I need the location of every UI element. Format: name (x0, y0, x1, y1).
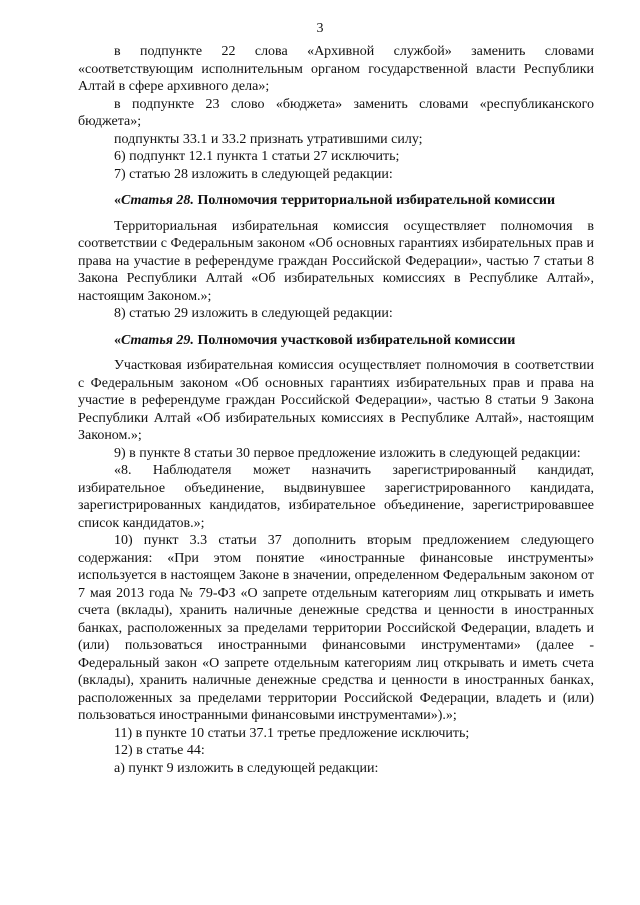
article-28-text: Территориальная избирательная комиссия осуществляет полномочия в соответствии с Федеральным законом «Об основных гарантиях избирательных прав и права на участие в референдуме граждан Российской Федерации», частью 7 статьи 8 Закона Республики Алтай «Об избирательных комиссиях в Республике Алтай», настоящим Законом.»; (78, 218, 594, 304)
paragraph-item-8: 8) статью 29 изложить в следующей редакции: (114, 306, 393, 321)
paragraph-subitem-22: в подпункте 22 слова «Архивной службой» заменить словами «соответствующим исполнительным органом государственной власти Республики Алтай в сфере архивного дела»; (78, 44, 594, 94)
paragraph-item-6: 6) подпункт 12.1 пункта 1 статьи 27 исключить; (114, 149, 400, 164)
paragraph-observer-quote: «8. Наблюдателя может назначить зарегистрированный кандидат, избирательное объединение, выдвинувшее зарегистрированного кандидата, зарегистрированных кандидатов, избирательное объединение, зарегистрировавшее список кандидатов.»; (78, 463, 594, 531)
paragraph-item-7: 7) статью 28 изложить в следующей редакции: (114, 166, 393, 182)
article-29-text: Участковая избирательная комиссия осуществляет полномочия в соответствии с Федеральным законом «Об основных гарантиях избирательных прав и права на участие в референдуме граждан Российской Федерации», частью 8 статьи 9 Закона Республики Алтай «Об избирательных комиссиях в Республике Алтай», настоящим Законом.»; (78, 358, 594, 443)
article-29-title: Полномочия участковой избирательной комиссии (193, 332, 516, 348)
paragraph-item-12a: а) пункт 9 изложить в следующей редакции: (114, 760, 379, 776)
paragraph-subitem-23: в подпункте 23 слово «бюджета» заменить словами «республиканского бюджета»; (78, 96, 594, 129)
article-29-number: Статья 29. (121, 332, 194, 348)
paragraph-item-9: 9) в пункте 8 статьи 30 первое предложение изложить в следующей редакции: (114, 445, 581, 461)
paragraph-item-10: 10) пункт 3.3 статьи 37 дополнить вторым предложением следующего содержания: «При этом понятие «иностранные финансовые инструменты» используется в настоящем Законе в значении, определенном Федеральным законом от 7 мая 2013 года № 79-ФЗ «О запрете отдельным категориям лиц открывать и иметь счета (вклады), хранить наличные денежные средства и ценности в иностранных банках, расположенных за пределами территории Российской Федерации, владеть и (или) пользоваться иностранными финансовыми инструментами» (далее - Федеральный закон «О запрете отдельным категориям лиц открывать и иметь счета (вклады), хранить наличные денежные средства и ценности в иностранных банках, расположенных за пределами территории Российской Федерации, владеть и (или) пользоваться иностранными финансовыми инструментами»).»; (78, 533, 594, 723)
article-28-number: Статья 28. (121, 193, 194, 208)
article-28-title: Полномочия территориальной избирательной комиссии (193, 193, 556, 208)
document-body (78, 43, 594, 777)
paragraph-subitems-33: подпункты 33.1 и 33.2 признать утратившими силу; (114, 131, 423, 147)
paragraph-item-11: 11) в пункте 10 статьи 37.1 третье предложение исключить; (114, 725, 470, 741)
page-number: 3 (316, 21, 324, 36)
article-29-heading (78, 332, 594, 350)
article-28-heading (78, 192, 594, 210)
paragraph-item-12: 12) в статье 44: (114, 743, 205, 758)
heading-quote: « (114, 332, 121, 348)
heading-quote: « (114, 193, 121, 208)
